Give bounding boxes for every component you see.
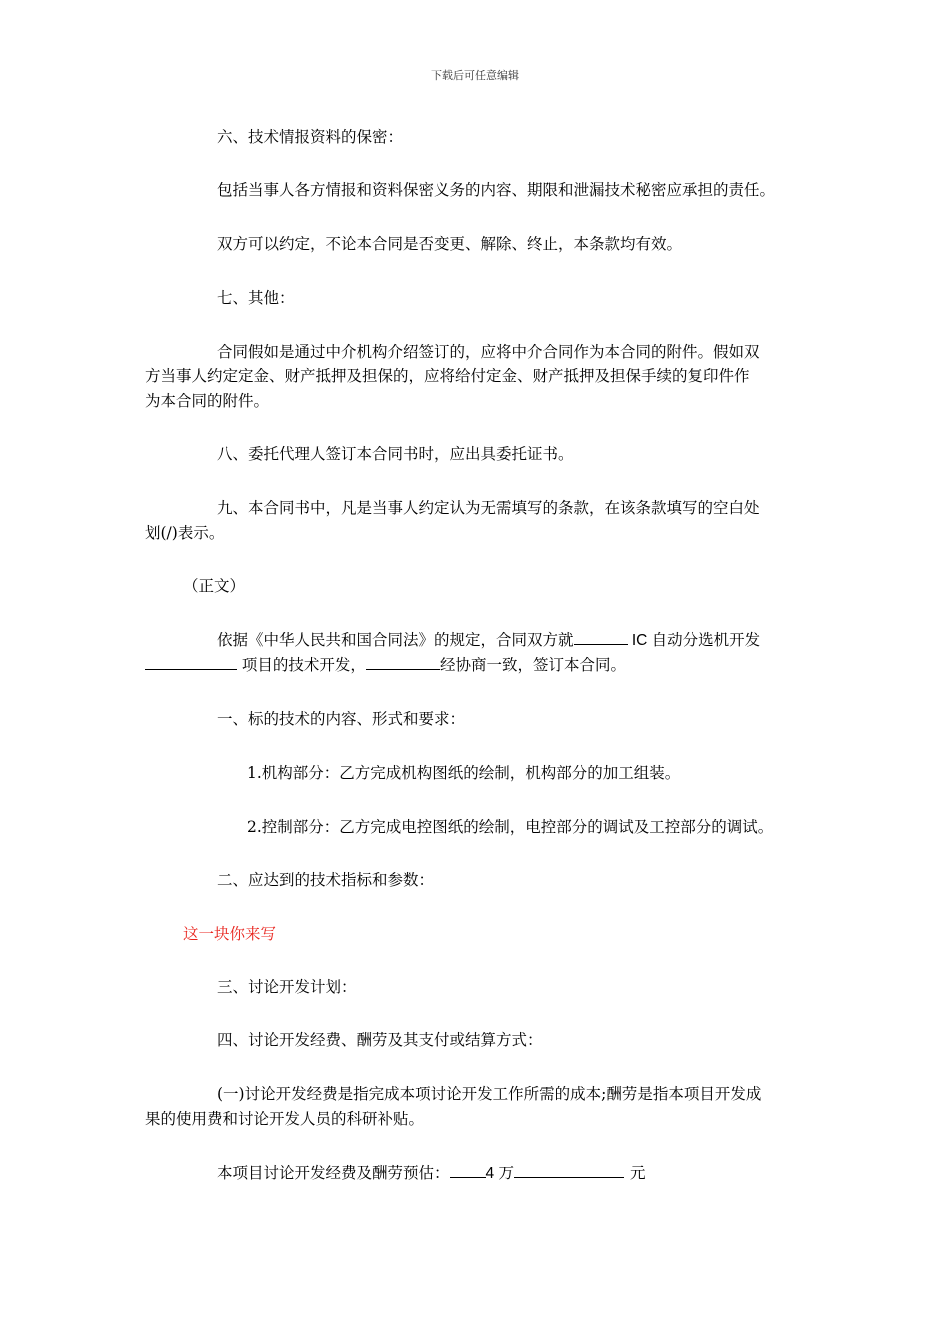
section-8-text: 八、委托代理人签订本合同书时，应出具委托证书。	[217, 445, 574, 463]
clause-1-title: 一、标的技术的内容、形式和要求：	[217, 710, 466, 728]
intro-text-3: 经协商一致，签订本合同。	[439, 656, 626, 674]
section-7-line-2: 方当事人约定定金、财产抵押及担保的，应将给付定金、财产抵押及担保手续的复印件作	[145, 367, 750, 385]
budget-label: 本项目讨论开发经费及酬劳预估：	[217, 1164, 450, 1182]
page-header: 下载后可任意编辑	[431, 69, 519, 82]
clause-2-title: 二、应达到的技术指标和参数：	[217, 871, 435, 889]
intro-text-2: 项目的技术开发，	[237, 656, 366, 674]
section-9-line-1: 九、本合同书中，凡是当事人约定认为无需填写的条款，在该条款填写的空白处	[217, 499, 760, 517]
section-7-line-3: 为本合同的附件。	[145, 392, 270, 410]
section-6-line-2: 双方可以约定，不论本合同是否变更、解除、终止，本条款均有效。	[217, 235, 683, 253]
intro-line-2	[145, 652, 813, 678]
section-9-line-2: 划(/)表示。	[145, 524, 225, 542]
clause-4-line-2: 果的使用费和讨论开发人员的科研补贴。	[145, 1110, 425, 1128]
blank-field	[145, 653, 237, 670]
clause-4-line-1: (一)讨论开发经费是指完成本项讨论开发工作所需的成本;酬劳是指本项目开发成	[217, 1085, 762, 1103]
body-label: （正文）	[183, 577, 246, 595]
clause-4-title: 四、讨论开发经费、酬劳及其支付或结算方式：	[217, 1031, 543, 1049]
section-7-line-1: 合同假如是通过中介机构介绍签订的，应将中介合同作为本合同的附件。假如双	[217, 343, 760, 361]
blank-field	[366, 653, 440, 670]
project-name: IC 自动分选机开发	[627, 632, 761, 649]
blank-field	[574, 628, 628, 645]
section-6-title: 六、技术情报资料的保密：	[217, 128, 404, 146]
blank-field	[450, 1161, 486, 1178]
blank-field	[514, 1161, 624, 1178]
intro-text-1: 依据《中华人民共和国合同法》的规定，合同双方就	[217, 631, 574, 649]
budget-line	[145, 1160, 885, 1187]
clause-1-item-1: 1.机构部分：乙方完成机构图纸的绘制，机构部分的加工组装。	[247, 764, 681, 782]
section-7-title: 七、其他：	[217, 289, 295, 307]
clause-3-title: 三、讨论开发计划：	[217, 978, 357, 996]
clause-2-note: 这一块你来写	[183, 925, 277, 943]
section-6-line-1: 包括当事人各方情报和资料保密义务的内容、期限和泄漏技术秘密应承担的责任。	[217, 181, 776, 199]
clause-1-item-2: 2.控制部分：乙方完成电控图纸的绘制，电控部分的调试及工控部分的调试。	[247, 818, 774, 836]
budget-value: 4 万	[485, 1165, 514, 1182]
budget-unit: 元	[629, 1164, 646, 1182]
intro-line-1	[145, 627, 885, 654]
